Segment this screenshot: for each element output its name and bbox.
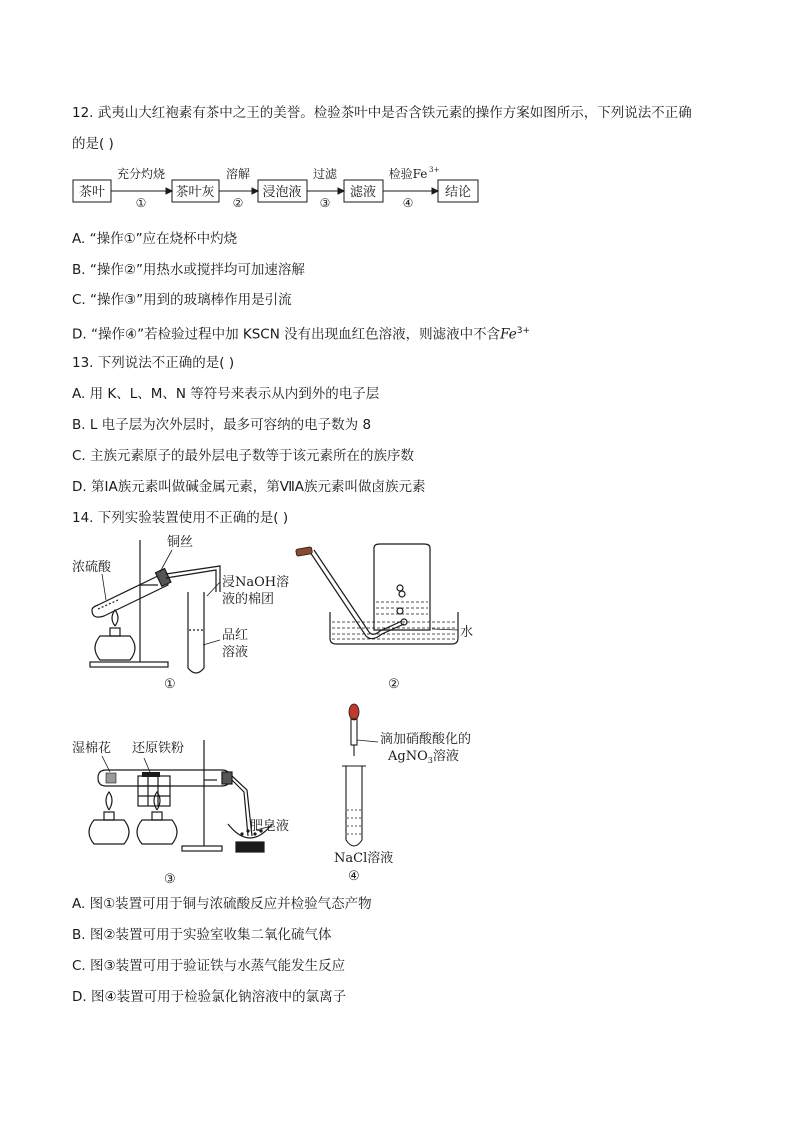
fig1-label-pinred-line2: 溶液 bbox=[222, 645, 249, 660]
flow-box-1: 茶叶 bbox=[78, 185, 106, 200]
q12-option-d-sup: 3+ bbox=[516, 326, 531, 336]
q12-option-d bbox=[72, 322, 530, 344]
fig1-label-pinred-line1: 品红 bbox=[222, 628, 249, 643]
q14-option-a: A. 图①装置可用于铜与浓硫酸反应并检验气态产物 bbox=[72, 896, 372, 912]
q12-option-d-formula: Fe bbox=[500, 326, 517, 343]
flow-step-1: ① bbox=[135, 196, 147, 210]
q12-option-a: A. “操作①”应在烧杯中灼烧 bbox=[72, 231, 238, 247]
q14-option-c: C. 图③装置可用于验证铁与水蒸气能发生反应 bbox=[72, 958, 346, 974]
flow-box-5: 结论 bbox=[444, 185, 472, 200]
fig4-label-dropper-line2 bbox=[387, 748, 459, 765]
q14-stem: 14. 下列实验装置使用不正确的是( ) bbox=[72, 510, 289, 526]
q12-option-d-text: D. “操作④”若检验过程中加 KSCN 没有出现血红色溶液，则滤液中不含 bbox=[72, 326, 501, 343]
fig1-label-naoh-line2: 液的棉团 bbox=[222, 592, 275, 607]
flow-op-4-sup: 3+ bbox=[429, 166, 440, 174]
flow-step-3: ③ bbox=[319, 196, 331, 210]
fig3-number: ③ bbox=[164, 872, 176, 887]
fig4-label-dropper-line1: 滴加硝酸酸化的 bbox=[380, 732, 472, 747]
q12-stem-line1: 12. 武夷山大红袍素有茶中之王的美誉。检验茶叶中是否含铁元素的操作方案如图所示，下列说法不正确 bbox=[72, 105, 692, 121]
q12-stem-line2: 的是( ) bbox=[72, 136, 114, 152]
q13-stem: 13. 下列说法不正确的是( ) bbox=[72, 355, 235, 371]
fig1-label-sulfuric-acid: 浓硫酸 bbox=[72, 560, 112, 575]
fig1-label-naoh-line1: 浸NaOH溶 bbox=[222, 575, 290, 590]
fig3-label-iron-powder: 还原铁粉 bbox=[132, 741, 185, 756]
flow-step-2: ② bbox=[232, 196, 244, 210]
q14-figure-1 bbox=[70, 530, 290, 695]
fig4-label-nacl: NaCl溶液 bbox=[334, 851, 394, 866]
q12-flow-diagram bbox=[72, 165, 592, 210]
flow-op-1: 充分灼烧 bbox=[116, 167, 166, 181]
flow-box-2: 茶叶灰 bbox=[175, 185, 215, 200]
q14-option-b: B. 图②装置可用于实验室收集二氧化硫气体 bbox=[72, 927, 332, 943]
q13-option-a: A. 用 K、L、M、N 等符号来表示从内到外的电子层 bbox=[72, 386, 380, 402]
flow-op-2: 溶解 bbox=[225, 167, 251, 181]
flow-op-4: 检验Fe bbox=[388, 167, 428, 181]
fig4-label-agno: AgNO bbox=[388, 749, 428, 764]
fig4-label-solution: 溶液 bbox=[432, 749, 459, 764]
q14-figure-2 bbox=[292, 538, 512, 693]
flow-box-4: 滤液 bbox=[349, 185, 377, 200]
fig1-label-copper-wire: 铜丝 bbox=[167, 535, 194, 550]
fig2-number: ② bbox=[388, 677, 400, 692]
q13-option-c: C. 主族元素原子的最外层电子数等于该元素所在的族序数 bbox=[72, 448, 415, 464]
fig2-label-water: 水 bbox=[460, 625, 474, 640]
fig3-label-wet-cotton: 湿棉花 bbox=[72, 741, 112, 756]
fig3-label-soap: 肥皂液 bbox=[250, 819, 290, 834]
q13-option-b: B. L 电子层为次外层时，最多可容纳的电子数为 8 bbox=[72, 417, 372, 433]
q13-option-d: D. 第ⅠA族元素叫做碱金属元素，第ⅦA族元素叫做卤族元素 bbox=[72, 479, 426, 495]
q12-option-b: B. “操作②”用热水或搅拌均可加速溶解 bbox=[72, 262, 305, 278]
flow-step-4: ④ bbox=[402, 196, 414, 210]
q12-option-c: C. “操作③”用到的玻璃棒作用是引流 bbox=[72, 292, 292, 308]
q14-option-d: D. 图④装置可用于检验氯化钠溶液中的氯离子 bbox=[72, 989, 347, 1005]
q14-figure-3 bbox=[72, 730, 312, 888]
q14-figure-4 bbox=[330, 700, 500, 885]
fig4-label-agno-sub: 3 bbox=[427, 756, 433, 765]
flow-op-3: 过滤 bbox=[312, 167, 338, 181]
flow-box-3: 浸泡液 bbox=[262, 185, 302, 200]
fig4-number: ④ bbox=[348, 869, 360, 884]
fig1-number: ① bbox=[164, 677, 176, 692]
